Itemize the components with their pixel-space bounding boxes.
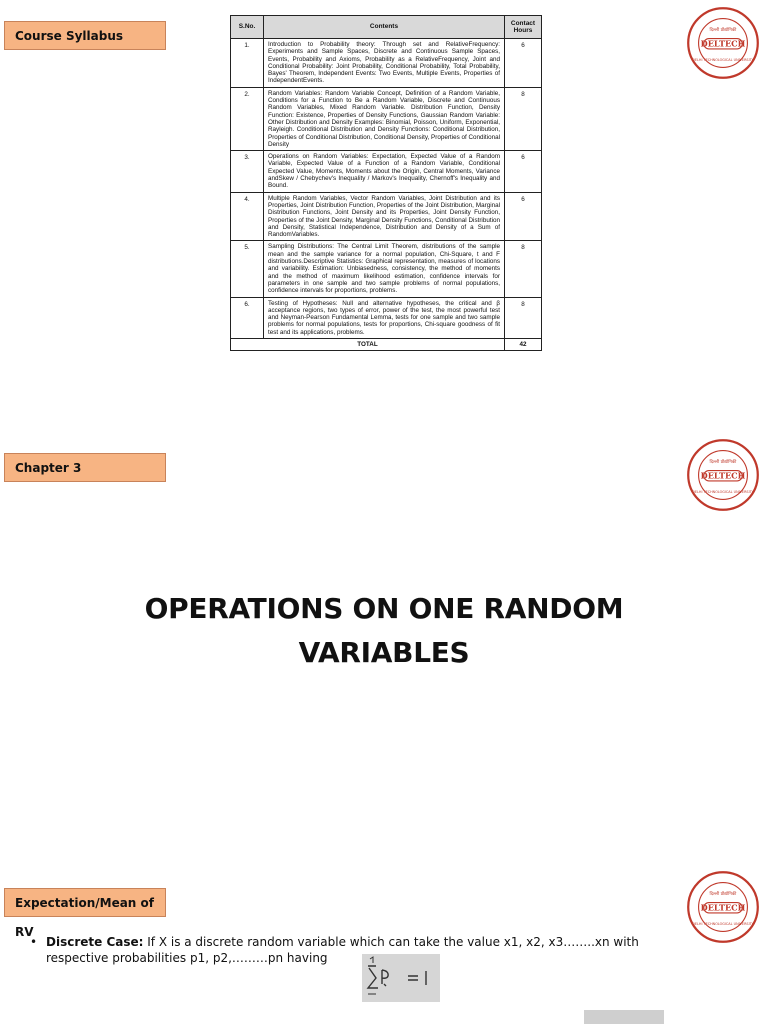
table-total-row (231, 338, 542, 350)
row-content: Operations on Random Variables: Expectation, Expected Value of a Random Variable, Expected Value of a Function of a Random Variable, Conditional Expected Value, Moments, Moments about the Origin, Central Moments, Variance andSkew / Chebychev's Inequality / Markov's Inequality, Chernoff's Inequality and Bound. (264, 151, 505, 192)
bullet-dot: • (30, 935, 38, 949)
slide-chapter-3 (0, 432, 768, 862)
discrete-case-bullet (30, 934, 646, 966)
syllabus-table (230, 15, 542, 351)
expectation-tag: Expectation/Mean of RV (4, 888, 166, 917)
logo-ring-text: DELHI TECHNOLOGICAL UNIVERSITY (692, 921, 754, 926)
slide-course-syllabus (0, 0, 768, 430)
row-hours: 8 (505, 297, 542, 338)
discrete-case-text: If X is a discrete random variable which can take the value x1, x2, x3……..xn with respective probabilities p1, p2,………pn having (46, 935, 639, 965)
handwritten-equation-fragment-image (584, 1010, 664, 1024)
row-hours: 6 (505, 39, 542, 88)
logo-label: DELTECH (700, 38, 746, 49)
row-hours: 8 (505, 241, 542, 297)
chapter-tag: Chapter 3 (4, 453, 166, 482)
table-row (231, 87, 542, 150)
header-contact-hours: Contact Hours (505, 16, 542, 39)
course-syllabus-tag: Course Syllabus (4, 21, 166, 50)
chapter-title (0, 587, 768, 675)
table-row (231, 297, 542, 338)
handwritten-sum-equation-image (362, 954, 440, 1002)
row-sno: 5. (231, 241, 264, 297)
table-row (231, 39, 542, 88)
row-content: Multiple Random Variables, Vector Random Variables, Joint Distribution and its Properties, Joint Distribution Function, Properties of the Joint Distribution, Marginal Distribution Functions, Joint Density and its Properties, Joint Density Function, Properties of the Joint Density, Marginal Density Functions, Conditional Distribution and Density, Statistical Independence, Distribution and Density of a Sum of RandomVariables. (264, 192, 505, 241)
total-hours: 42 (505, 338, 542, 350)
dtu-logo-icon (686, 438, 760, 512)
slide-expectation (0, 864, 768, 1024)
row-content: Introduction to Probability theory: Through set and RelativeFrequency: Experiments and Sample Spaces, Discrete and Continuous Sample Spaces, Events, Probability and Axioms, Probability as a RelativeFrequency, Joint and Conditional Probability: Joint Probability, Conditional Probability, Total Probability, Bayes' Theorem, Independent Events: Two Events, Multiple Events, Properties of IndependentEvents. (264, 39, 505, 88)
row-sno: 3. (231, 151, 264, 192)
logo-hindi-text: दिल्ली प्रौद्योगिकी (709, 460, 737, 466)
table-row (231, 241, 542, 297)
row-content: Testing of Hypotheses: Null and alternative hypotheses, the critical and β acceptance regions, two types of error, power of the test, the most powerful test and Neyman-Pearson Fundamental Lemma, tests for one sample and two sample problems for normal populations, tests for proportions, Chi-square goodness of fit test and its applications, problems. (264, 297, 505, 338)
row-hours: 8 (505, 87, 542, 150)
row-hours: 6 (505, 192, 542, 241)
chapter-title-line2: VARIABLES (298, 636, 470, 669)
header-contents: Contents (264, 16, 505, 39)
dtu-logo-icon (686, 870, 760, 944)
logo-ring-text: DELHI TECHNOLOGICAL UNIVERSITY (692, 489, 754, 494)
logo-hindi-text: दिल्ली प्रौद्योगिकी (709, 28, 737, 34)
row-content: Sampling Distributions: The Central Limit Theorem, distributions of the sample mean and the sample variance for a normal population, Chi-Square, t and F distributions.Descriptive Statistics: Graphical representation, measures of locations and variability. Estimation: Unbiasedness, consistency, the method of moments and the method of maximum likelihood estimation, confidence intervals for parameters in one sample and two sample problems of normal populations, confidence intervals for proportions, problems. (264, 241, 505, 297)
header-sno: S.No. (231, 16, 264, 39)
logo-ring-text: DELHI TECHNOLOGICAL UNIVERSITY (692, 57, 754, 62)
chapter-title-line1: OPERATIONS ON ONE RANDOM (144, 592, 624, 625)
row-sno: 6. (231, 297, 264, 338)
row-sno: 4. (231, 192, 264, 241)
row-hours: 6 (505, 151, 542, 192)
row-content: Random Variables: Random Variable Concept, Definition of a Random Variable, Conditions for a Function to Be a Random Variable, Discrete and Continuous Random Variables, Mixed Random Variable. Distribution Function, Density Function: Existence, Properties of Density Functions, Gaussian Random Variable: Other Distribution and Density Examples: Binomial, Poisson, Uniform, Exponential, Rayleigh. Conditional Distribution and Density Functions: Conditional Distribution, Properties of Conditional Distribution, Conditional Density, Properties of Conditional Density (264, 87, 505, 150)
logo-label: DELTECH (700, 902, 746, 913)
row-sno: 1. (231, 39, 264, 88)
syllabus-header-row (231, 16, 542, 39)
logo-hindi-text: दिल्ली प्रौद्योगिकी (709, 892, 737, 898)
total-label: TOTAL (231, 338, 505, 350)
logo-label: DELTECH (700, 470, 746, 481)
row-sno: 2. (231, 87, 264, 150)
table-row (231, 151, 542, 192)
discrete-case-label: Discrete Case: (46, 935, 144, 949)
dtu-logo-icon (686, 6, 760, 80)
table-row (231, 192, 542, 241)
